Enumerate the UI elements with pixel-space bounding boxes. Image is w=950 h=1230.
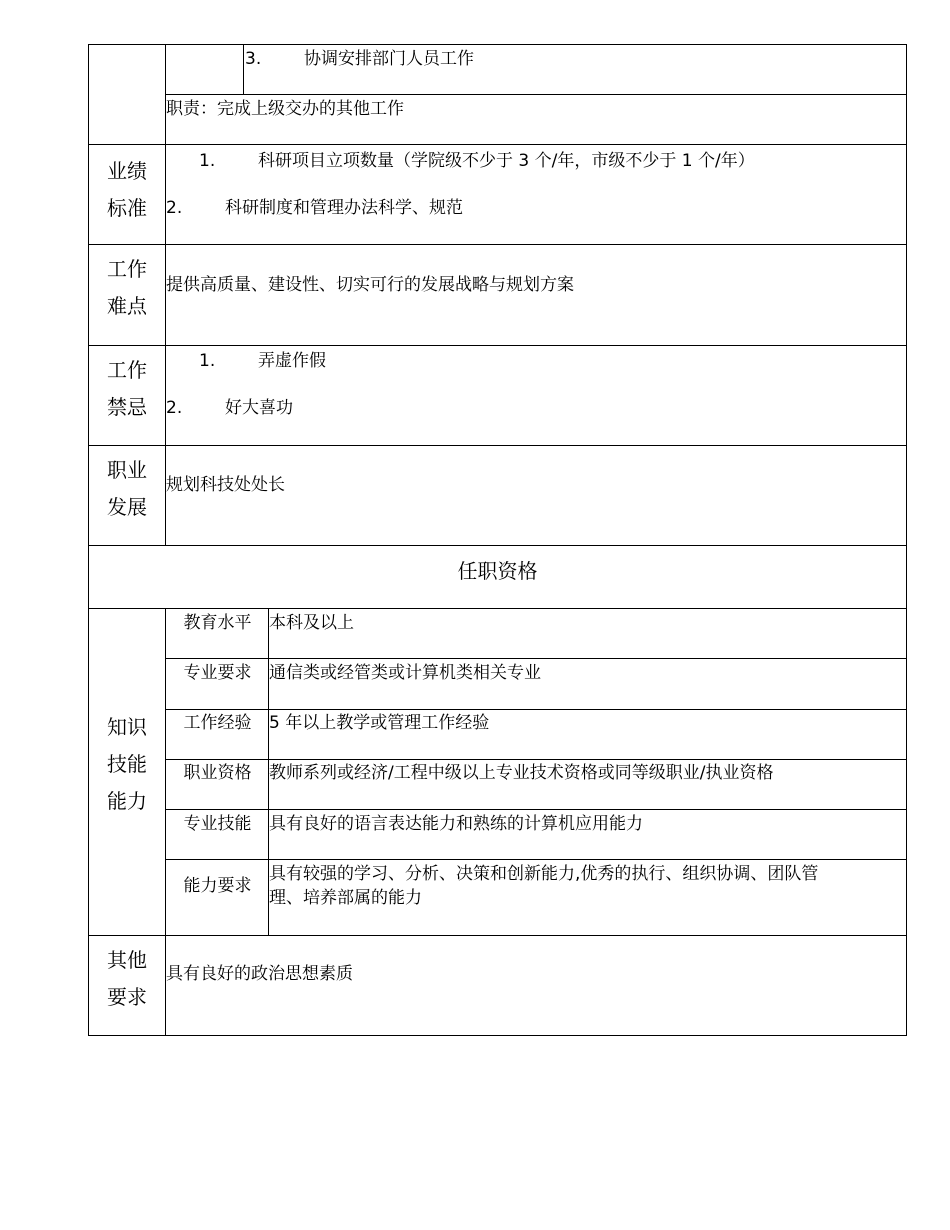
performance-item-text: 科研项目立项数量（学院级不少于 3 个/年，市级不少于 1 个/年） <box>258 151 755 171</box>
major-value: 通信类或经管类或计算机类相关专业 <box>269 663 541 683</box>
taboo-item-number: 1. <box>199 351 216 371</box>
major-key: 专业要求 <box>183 663 252 683</box>
border-row <box>166 709 907 710</box>
performance-item-number: 1. <box>199 151 216 171</box>
taboo-item-number: 2. <box>166 398 183 418</box>
performance-label: 业绩 标准 <box>107 159 147 220</box>
difficulty-label: 工作 难点 <box>107 257 147 318</box>
border-row <box>88 144 907 145</box>
ability-key: 能力要求 <box>183 876 252 896</box>
difficulty-text: 提供高质量、建设性、切实可行的发展战略与规划方案 <box>166 275 574 295</box>
border-row <box>88 608 907 609</box>
border-row <box>166 809 907 810</box>
duty-item-text: 协调安排部门人员工作 <box>304 49 474 69</box>
border-row <box>166 859 907 860</box>
experience-value: 5 年以上教学或管理工作经验 <box>269 713 490 733</box>
duty-other-text: 职责：完成上级交办的其他工作 <box>166 99 404 119</box>
skills-key: 专业技能 <box>183 814 252 834</box>
border-bottom <box>88 1035 907 1036</box>
certification-key: 职业资格 <box>183 763 252 783</box>
border-row <box>88 244 907 245</box>
skills-value: 具有良好的语言表达能力和熟练的计算机应用能力 <box>269 814 643 834</box>
duty-item-number: 3. <box>245 49 262 69</box>
experience-key: 工作经验 <box>183 713 252 733</box>
other-text: 具有良好的政治思想素质 <box>166 964 353 984</box>
taboo-item-text: 好大喜功 <box>225 398 293 418</box>
ability-value-line1: 具有较强的学习、分析、决策和创新能力,优秀的执行、组织协调、团队管 <box>269 864 819 884</box>
other-label: 其他 要求 <box>107 948 147 1009</box>
border-row <box>166 658 907 659</box>
border-row <box>88 545 907 546</box>
taboo-label: 工作 禁忌 <box>107 358 147 419</box>
career-label: 职业 发展 <box>107 458 147 519</box>
performance-item-text: 科研制度和管理办法科学、规范 <box>225 198 463 218</box>
ability-value-line2: 理、培养部属的能力 <box>269 888 422 908</box>
border-right <box>906 44 907 1036</box>
education-key: 教育水平 <box>183 613 252 633</box>
qualification-title: 任职资格 <box>457 559 538 583</box>
border-row <box>166 759 907 760</box>
border-row <box>88 445 907 446</box>
border-row <box>88 935 907 936</box>
knowledge-skill-label: 知识 技能 能力 <box>107 715 147 813</box>
certification-value: 教师系列或经济/工程中级以上专业技术资格或同等级职业/执业资格 <box>269 763 774 783</box>
job-description-table <box>88 44 907 1036</box>
border-top <box>88 44 907 45</box>
career-text: 规划科技处处长 <box>166 475 285 495</box>
taboo-item-text: 弄虚作假 <box>258 351 326 371</box>
education-value: 本科及以上 <box>269 613 354 633</box>
performance-item-number: 2. <box>166 198 183 218</box>
border-row <box>88 345 907 346</box>
border-row <box>166 94 907 95</box>
border-num-col <box>243 44 244 95</box>
